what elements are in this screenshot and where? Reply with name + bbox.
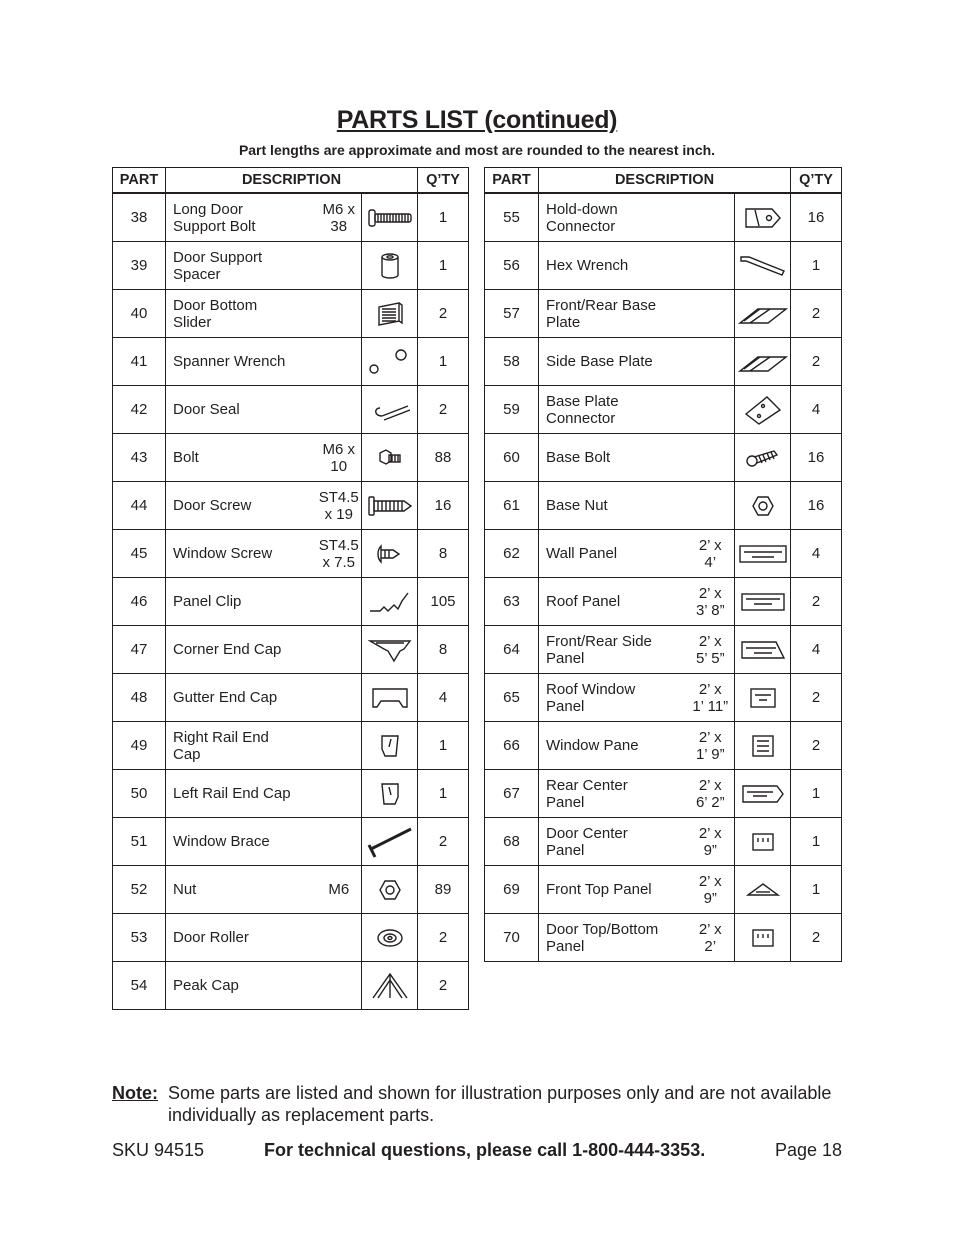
description-header: DESCRIPTION	[166, 168, 418, 194]
part-description: Base Nut	[539, 482, 687, 530]
part-quantity: 1	[418, 722, 469, 770]
door-screw-icon	[362, 482, 418, 530]
part-number: 63	[485, 578, 539, 626]
table-row	[485, 193, 842, 242]
part-quantity: 88	[418, 434, 469, 482]
part-description: Window Brace	[166, 818, 317, 866]
parts-table-right	[484, 167, 842, 962]
part-size: 2’ x 3’ 8”	[687, 578, 735, 626]
part-size	[317, 818, 362, 866]
part-number: 45	[113, 530, 166, 578]
bolt-icon	[362, 434, 418, 482]
part-quantity: 1	[791, 770, 842, 818]
part-description: Bolt	[166, 434, 317, 482]
left-rail-cap-icon	[362, 770, 418, 818]
part-description: Door Bottom Slider	[166, 290, 317, 338]
part-number: 66	[485, 722, 539, 770]
part-number: 60	[485, 434, 539, 482]
part-description: Peak Cap	[166, 962, 317, 1010]
part-number: 53	[113, 914, 166, 962]
table-row	[113, 386, 469, 434]
part-size: M6 x 38	[317, 193, 362, 242]
panel-clip-icon	[362, 578, 418, 626]
wall-panel-icon	[735, 530, 791, 578]
table-row	[485, 818, 842, 866]
table-row	[113, 962, 469, 1010]
part-description: Left Rail End Cap	[166, 770, 317, 818]
table-row	[485, 386, 842, 434]
part-size	[317, 626, 362, 674]
hold-down-connector-icon	[735, 193, 791, 242]
table-row	[485, 674, 842, 722]
part-quantity: 1	[791, 818, 842, 866]
table-row	[113, 530, 469, 578]
part-number: 49	[113, 722, 166, 770]
part-number: 58	[485, 338, 539, 386]
table-row	[485, 722, 842, 770]
part-number: 41	[113, 338, 166, 386]
part-description: Base Plate Connector	[539, 386, 687, 434]
part-description: Door Top/Bottom Panel	[539, 914, 687, 962]
table-row	[485, 242, 842, 290]
part-number: 56	[485, 242, 539, 290]
part-number: 62	[485, 530, 539, 578]
part-number: 68	[485, 818, 539, 866]
part-description: Gutter End Cap	[166, 674, 317, 722]
part-number: 38	[113, 193, 166, 242]
qty-header: Q’TY	[418, 168, 469, 194]
part-description: Window Screw	[166, 530, 317, 578]
part-description: Spanner Wrench	[166, 338, 317, 386]
table-row	[485, 482, 842, 530]
part-size: 2’ x 4’	[687, 530, 735, 578]
part-description: Door Screw	[166, 482, 317, 530]
note-text: Some parts are listed and shown for illustration purposes only and are not available individually as replacement parts.	[168, 1083, 832, 1125]
part-description: Front/Rear Side Panel	[539, 626, 687, 674]
part-description: Wall Panel	[539, 530, 687, 578]
table-row	[113, 434, 469, 482]
part-description: Front Top Panel	[539, 866, 687, 914]
part-header: PART	[485, 168, 539, 194]
part-number: 65	[485, 674, 539, 722]
part-number: 54	[113, 962, 166, 1010]
table-row	[485, 530, 842, 578]
part-size	[687, 290, 735, 338]
part-number: 48	[113, 674, 166, 722]
part-size	[687, 338, 735, 386]
window-panel-icon	[735, 674, 791, 722]
part-quantity: 2	[791, 722, 842, 770]
part-description: Roof Window Panel	[539, 674, 687, 722]
side-panel-icon	[735, 626, 791, 674]
part-quantity: 1	[418, 338, 469, 386]
description-header: DESCRIPTION	[539, 168, 791, 194]
base-plate-icon	[735, 290, 791, 338]
window-screw-icon	[362, 530, 418, 578]
part-size	[317, 674, 362, 722]
part-quantity: 2	[791, 578, 842, 626]
part-number: 39	[113, 242, 166, 290]
part-size	[687, 193, 735, 242]
part-quantity: 2	[418, 818, 469, 866]
part-description: Nut	[166, 866, 317, 914]
table-row	[113, 290, 469, 338]
part-quantity: 16	[418, 482, 469, 530]
footer-page-number: Page 18	[774, 1140, 842, 1160]
long-bolt-icon	[362, 193, 418, 242]
table-row	[113, 866, 469, 914]
part-quantity: 4	[791, 530, 842, 578]
part-size: ST4.5 x 19	[317, 482, 362, 530]
roof-panel-icon	[735, 578, 791, 626]
part-quantity: 89	[418, 866, 469, 914]
part-description: Rear Center Panel	[539, 770, 687, 818]
small-panel-icon	[735, 914, 791, 962]
slider-icon	[362, 290, 418, 338]
table-row	[113, 242, 469, 290]
part-number: 51	[113, 818, 166, 866]
table-row	[113, 193, 469, 242]
part-quantity: 1	[791, 242, 842, 290]
hex-wrench-icon	[735, 242, 791, 290]
part-number: 42	[113, 386, 166, 434]
base-plate-connector-icon	[735, 386, 791, 434]
table-row	[485, 338, 842, 386]
door-roller-icon	[362, 914, 418, 962]
part-size	[317, 242, 362, 290]
part-number: 47	[113, 626, 166, 674]
part-size	[317, 770, 362, 818]
part-size	[687, 386, 735, 434]
part-quantity: 8	[418, 530, 469, 578]
footer-sku: SKU 94515	[112, 1140, 205, 1160]
part-quantity: 4	[418, 674, 469, 722]
part-quantity: 4	[791, 386, 842, 434]
part-quantity: 2	[418, 962, 469, 1010]
part-description: Door Roller	[166, 914, 317, 962]
table-row	[485, 770, 842, 818]
part-number: 50	[113, 770, 166, 818]
part-quantity: 2	[791, 290, 842, 338]
table-row	[485, 866, 842, 914]
part-description: Side Base Plate	[539, 338, 687, 386]
base-bolt-icon	[735, 434, 791, 482]
part-number: 67	[485, 770, 539, 818]
window-pane-icon	[735, 722, 791, 770]
part-description: Base Bolt	[539, 434, 687, 482]
part-number: 59	[485, 386, 539, 434]
page-subtitle: Part lengths are approximate and most are rounded to the nearest inch.	[238, 142, 716, 158]
gutter-end-cap-icon	[362, 674, 418, 722]
part-size: ST4.5 x 7.5	[317, 530, 362, 578]
table-row	[113, 722, 469, 770]
spanner-wrench-icon	[362, 338, 418, 386]
table-row	[113, 770, 469, 818]
part-description: Panel Clip	[166, 578, 317, 626]
table-row	[113, 338, 469, 386]
part-size	[687, 482, 735, 530]
part-number: 44	[113, 482, 166, 530]
table-row	[113, 818, 469, 866]
part-header: PART	[113, 168, 166, 194]
part-size: 2’ x 1’ 11”	[687, 674, 735, 722]
part-quantity: 2	[418, 386, 469, 434]
table-row	[113, 674, 469, 722]
base-plate-icon	[735, 338, 791, 386]
part-quantity: 1	[791, 866, 842, 914]
table-row	[485, 626, 842, 674]
table-row	[485, 434, 842, 482]
part-description: Hex Wrench	[539, 242, 687, 290]
part-quantity: 2	[791, 674, 842, 722]
part-quantity: 1	[418, 770, 469, 818]
part-quantity: 8	[418, 626, 469, 674]
door-seal-icon	[362, 386, 418, 434]
peak-cap-icon	[362, 962, 418, 1010]
part-size: 2’ x 6’ 2”	[687, 770, 735, 818]
part-size	[317, 338, 362, 386]
part-number: 64	[485, 626, 539, 674]
part-quantity: 4	[791, 626, 842, 674]
table-row	[485, 914, 842, 962]
center-panel-icon	[735, 770, 791, 818]
table-row	[485, 290, 842, 338]
part-description: Door Support Spacer	[166, 242, 317, 290]
part-size	[317, 578, 362, 626]
window-brace-icon	[362, 818, 418, 866]
right-rail-cap-icon	[362, 722, 418, 770]
part-size: 2’ x 9”	[687, 818, 735, 866]
part-number: 55	[485, 193, 539, 242]
qty-header: Q’TY	[791, 168, 842, 194]
part-size	[687, 434, 735, 482]
part-quantity: 16	[791, 482, 842, 530]
spacer-icon	[362, 242, 418, 290]
part-size: M6 x 10	[317, 434, 362, 482]
part-description: Door Center Panel	[539, 818, 687, 866]
small-panel-icon	[735, 818, 791, 866]
table-row	[485, 578, 842, 626]
page-title: PARTS LIST (continued)	[336, 106, 618, 134]
part-size: 2’ x 1’ 9”	[687, 722, 735, 770]
part-quantity: 2	[791, 914, 842, 962]
part-quantity: 2	[791, 338, 842, 386]
part-number: 52	[113, 866, 166, 914]
part-size: 2’ x 2’	[687, 914, 735, 962]
part-size: M6	[317, 866, 362, 914]
part-number: 46	[113, 578, 166, 626]
part-quantity: 1	[418, 193, 469, 242]
part-quantity: 2	[418, 290, 469, 338]
part-quantity: 16	[791, 193, 842, 242]
part-number: 61	[485, 482, 539, 530]
part-number: 70	[485, 914, 539, 962]
part-size	[687, 242, 735, 290]
part-size: 2’ x 9”	[687, 866, 735, 914]
part-quantity: 1	[418, 242, 469, 290]
parts-table-left	[112, 167, 469, 1010]
part-description: Door Seal	[166, 386, 317, 434]
part-description: Long Door Support Bolt	[166, 193, 317, 242]
nut-icon	[362, 866, 418, 914]
part-description: Corner End Cap	[166, 626, 317, 674]
part-size	[317, 914, 362, 962]
part-description: Hold-down Connector	[539, 193, 687, 242]
note-label: Note:	[112, 1083, 158, 1103]
part-size	[317, 962, 362, 1010]
footer-tech-support: For technical questions, please call 1-800-444-3353.	[264, 1140, 706, 1160]
corner-end-cap-icon	[362, 626, 418, 674]
part-number: 57	[485, 290, 539, 338]
table-row	[113, 914, 469, 962]
part-quantity: 16	[791, 434, 842, 482]
part-number: 43	[113, 434, 166, 482]
table-row	[113, 626, 469, 674]
part-size: 2’ x 5’ 5”	[687, 626, 735, 674]
part-description: Right Rail End Cap	[166, 722, 317, 770]
part-description: Window Pane	[539, 722, 687, 770]
part-number: 40	[113, 290, 166, 338]
part-description: Roof Panel	[539, 578, 687, 626]
part-number: 69	[485, 866, 539, 914]
part-quantity: 2	[418, 914, 469, 962]
top-panel-icon	[735, 866, 791, 914]
part-quantity: 105	[418, 578, 469, 626]
part-size	[317, 386, 362, 434]
table-row	[113, 482, 469, 530]
part-description: Front/Rear Base Plate	[539, 290, 687, 338]
nut-icon	[735, 482, 791, 530]
table-row	[113, 578, 469, 626]
part-size	[317, 290, 362, 338]
part-size	[317, 722, 362, 770]
